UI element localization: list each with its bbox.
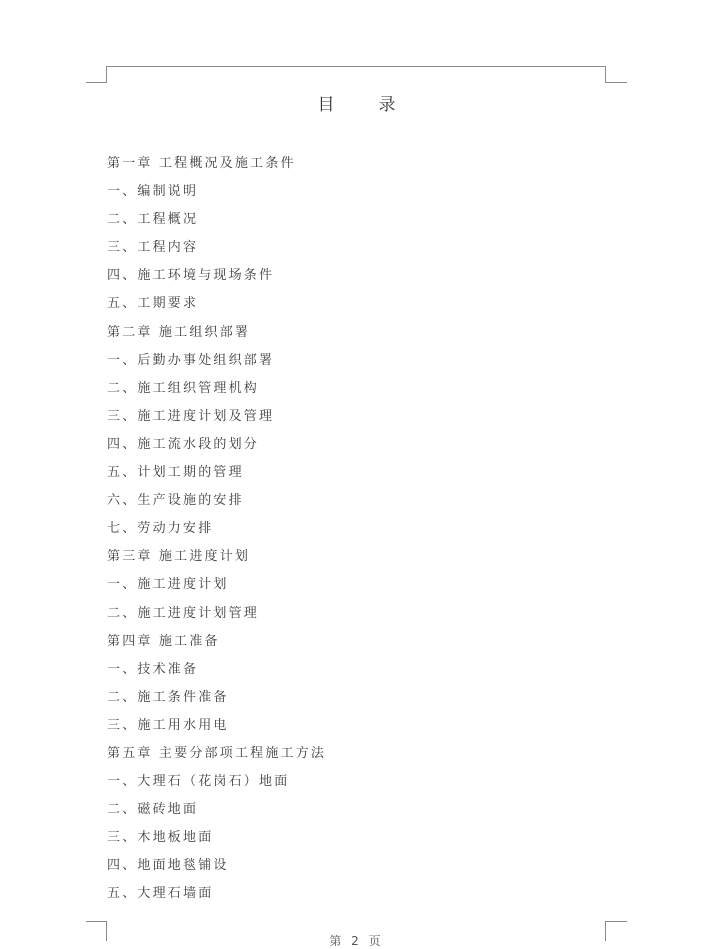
- toc-item[interactable]: 三、施工用水用电: [107, 717, 229, 733]
- toc-item[interactable]: 一、大理石（花岗石）地面: [107, 774, 290, 790]
- toc-item[interactable]: 五、大理石墙面: [107, 886, 214, 902]
- crop-mark-top-left-v: [106, 66, 107, 83]
- table-of-contents: [107, 150, 326, 909]
- toc-item[interactable]: 三、施工进度计划及管理: [107, 408, 275, 424]
- toc-item[interactable]: 一、施工进度计划: [107, 577, 229, 593]
- crop-mark-bottom-right-h: [605, 921, 627, 922]
- toc-item[interactable]: 第四章 施工准备: [107, 633, 220, 649]
- toc-item[interactable]: 二、施工进度计划管理: [107, 605, 260, 621]
- toc-item[interactable]: 七、劳动力安排: [107, 521, 214, 537]
- toc-item[interactable]: 一、后勤办事处组织部署: [107, 352, 275, 368]
- toc-item[interactable]: 三、工程内容: [107, 240, 199, 256]
- toc-item[interactable]: 二、磁砖地面: [107, 802, 199, 818]
- title-char-2: 录: [378, 95, 396, 115]
- toc-item[interactable]: 一、编制说明: [107, 184, 199, 200]
- page-title: [0, 90, 713, 115]
- toc-item[interactable]: 六、生产设施的安排: [107, 493, 244, 509]
- crop-mark-top-right-v: [605, 66, 606, 83]
- crop-mark-top-right-h: [605, 82, 627, 83]
- toc-item[interactable]: 五、计划工期的管理: [107, 465, 244, 481]
- toc-item[interactable]: 第二章 施工组织部署: [107, 324, 251, 340]
- crop-mark-top-left-h: [86, 82, 106, 83]
- page-number: 第 2 页: [329, 934, 384, 948]
- header-rule: [106, 66, 605, 67]
- toc-item[interactable]: 第一章 工程概况及施工条件: [107, 156, 296, 171]
- crop-mark-bottom-left-h: [86, 921, 106, 922]
- title-char-1: 目: [317, 95, 335, 115]
- toc-item[interactable]: 三、木地板地面: [107, 830, 214, 846]
- toc-item[interactable]: 四、地面地毯铺设: [107, 858, 229, 874]
- toc-item[interactable]: 第五章 主要分部项工程施工方法: [107, 745, 327, 761]
- toc-item[interactable]: 二、工程概况: [107, 212, 199, 228]
- toc-item[interactable]: 五、工期要求: [107, 296, 199, 312]
- toc-item[interactable]: 四、施工环境与现场条件: [107, 268, 275, 284]
- toc-item[interactable]: 二、施工条件准备: [107, 689, 229, 705]
- toc-item[interactable]: 二、施工组织管理机构: [107, 380, 260, 396]
- toc-item[interactable]: 第三章 施工进度计划: [107, 549, 251, 565]
- toc-item[interactable]: 一、技术准备: [107, 661, 199, 677]
- toc-item[interactable]: 四、施工流水段的划分: [107, 436, 260, 452]
